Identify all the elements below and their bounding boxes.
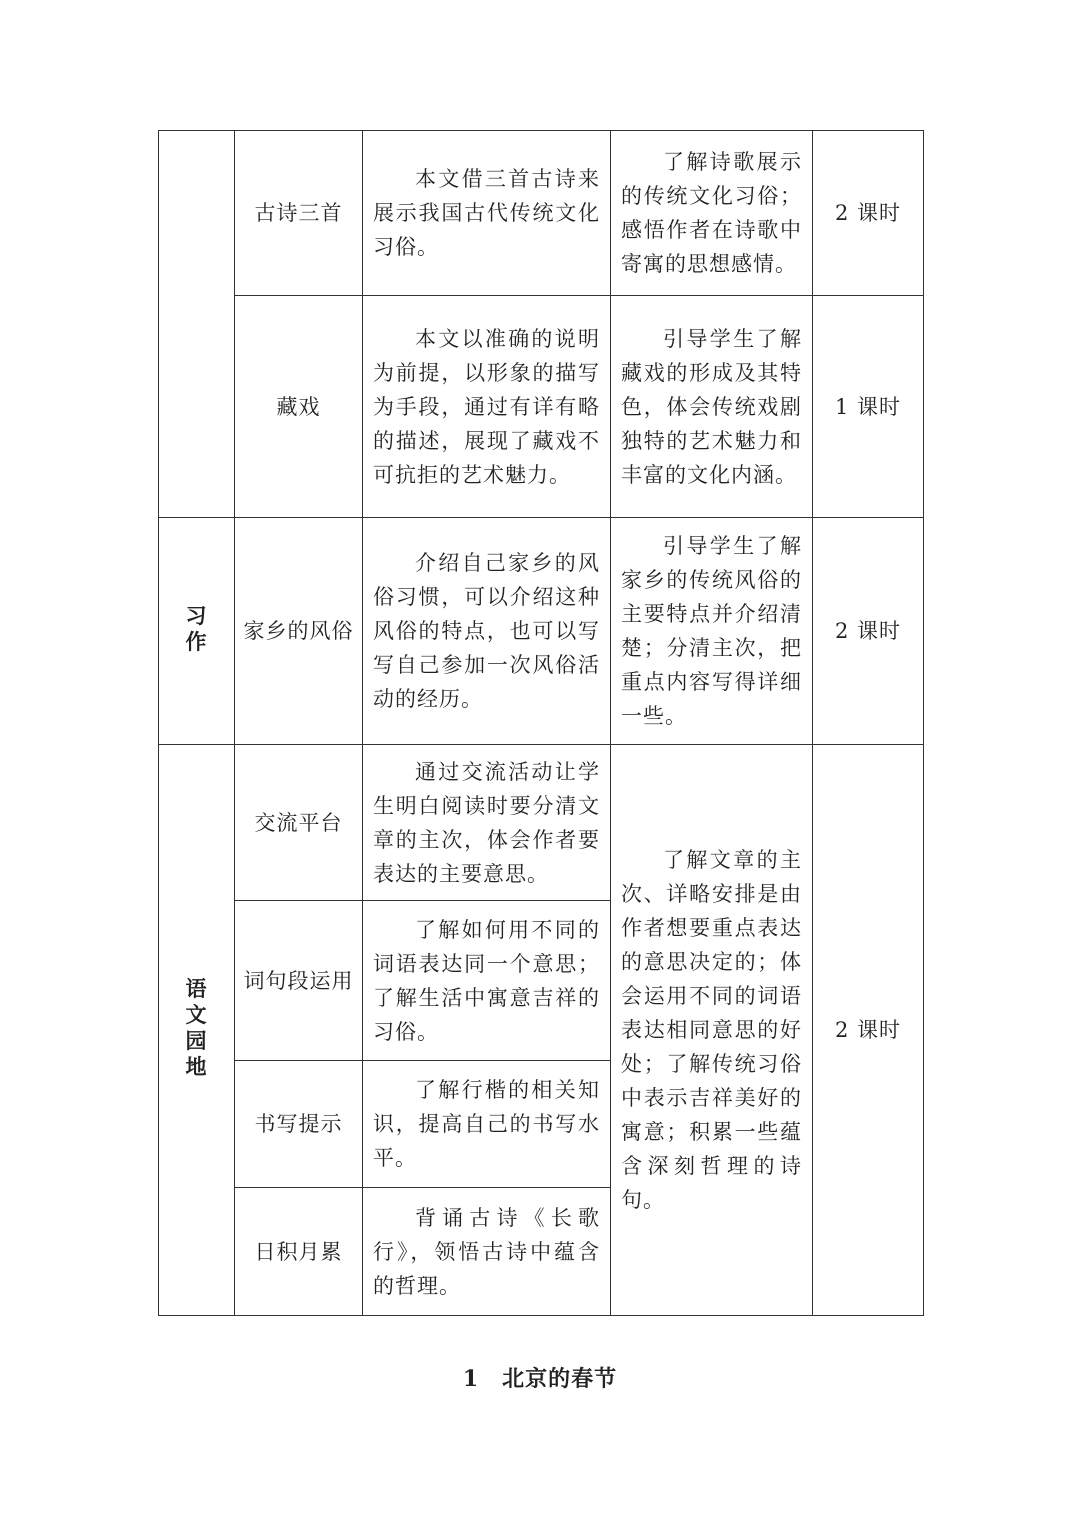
lesson-hours: 1 课时	[813, 296, 924, 518]
section-title: 1 北京的春节	[462, 1366, 618, 1392]
lesson-title: 交流平台	[235, 745, 363, 901]
lesson-goal: 引导学生了解家乡的传统风俗的主要特点并介绍清楚；分清主次，把重点内容写得详细一些。	[611, 518, 813, 745]
lesson-hours: 2 课时	[813, 745, 924, 1316]
table-row	[159, 745, 924, 901]
lesson-content: 通过交流活动让学生明白阅读时要分清文章的主次，体会作者要表达的主要意思。	[363, 745, 611, 901]
lesson-content: 了解行楷的相关知识，提高自己的书写水平。	[363, 1061, 611, 1188]
lesson-goal: 了解诗歌展示的传统文化习俗；感悟作者在诗歌中寄寓的思想感情。	[611, 131, 813, 296]
category-cell: 语文园地	[159, 745, 235, 1316]
lesson-title: 藏戏	[235, 296, 363, 518]
lesson-content: 了解如何用不同的词语表达同一个意思；了解生活中寓意吉祥的习俗。	[363, 901, 611, 1061]
lesson-content: 本文以准确的说明为前提，以形象的描写为手段，通过有详有略的描述，展现了藏戏不可抗拒的艺术魅力。	[363, 296, 611, 518]
lesson-content: 背诵古诗《长歌行》，领悟古诗中蕴含的哲理。	[363, 1188, 611, 1316]
lesson-title: 书写提示	[235, 1061, 363, 1188]
lesson-title: 古诗三首	[235, 131, 363, 296]
category-cell-empty	[159, 131, 235, 518]
lesson-title: 词句段运用	[235, 901, 363, 1061]
lesson-goal: 了解文章的主次、详略安排是由作者想要重点表达的意思决定的；体会运用不同的词语表达相同意思的好处；了解传统习俗中表示吉祥美好的寓意；积累一些蕴含深刻哲理的诗句。	[611, 745, 813, 1316]
lesson-title: 日积月累	[235, 1188, 363, 1316]
lesson-hours: 2 课时	[813, 131, 924, 296]
table-row	[159, 131, 924, 296]
lesson-content: 介绍自己家乡的风俗习惯，可以介绍这种风俗的特点，也可以写写自己参加一次风俗活动的经历。	[363, 518, 611, 745]
lesson-hours: 2 课时	[813, 518, 924, 745]
lesson-title: 家乡的风俗	[235, 518, 363, 745]
lesson-goal: 引导学生了解藏戏的形成及其特色，体会传统戏剧独特的艺术魅力和丰富的文化内涵。	[611, 296, 813, 518]
lesson-plan-table	[158, 130, 924, 1316]
table-row	[159, 518, 924, 745]
lesson-content: 本文借三首古诗来展示我国古代传统文化习俗。	[363, 131, 611, 296]
category-cell: 习作	[159, 518, 235, 745]
table-row	[159, 296, 924, 518]
